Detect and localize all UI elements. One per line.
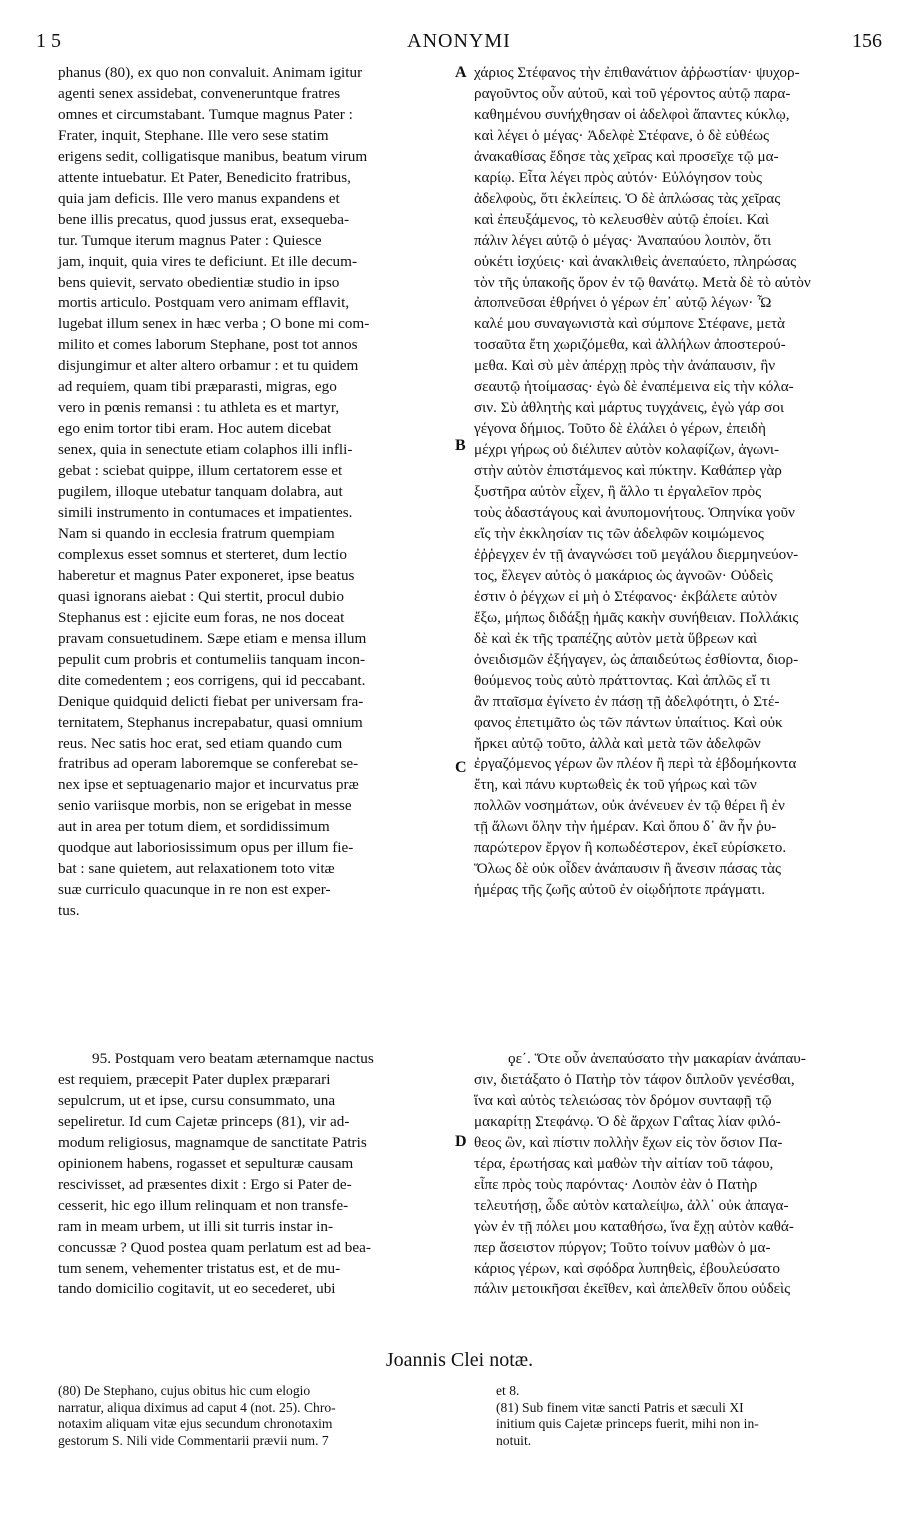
- footnote-80: [58, 1383, 450, 1449]
- latin-paragraph-94: phanus (80), ex quo non convaluit. Animam igitur agenti senex assidebat, conveneruntque fratres omnes et circumstabant. Tumque magnus Pater : Frater, inquit, Stephane. Ille vero sese statim erigens sedit, colligatisque manibus, beatum virum attente intuebatur. Et Pater, Benedicito fratribus, quia jam deficis. Ille vero manus expandens et bene illis precatus, quod jussus erat, exsequeba- tur. Tumque iterum magnus Pater : Quiesce jam, inquit, quia vires te deficiunt. Et ille decum- bens quievit, servato obedientiæ studio in ipso mortis articulo. Postquam vero animam efflavit, lugebat illum senex in hæc verba ; O bone mi com- milito et comes laborum Stephane, post tot annos disjungimur et alter altero orbamur : et tu quidem ad requiem, quam tibi præparasti, migras, ego vero in pœnis remansi : tu athleta es et martyr, ego enim tortor tibi eram. Hoc autem dicebat senex, quia in senectute etiam colaphos illi infli- gebat : sciebat quippe, illum certatorem esse et pugilem, illoque utebatur tanquam dolabra, aut simili instrumento in contumaces et impatientes. Nam si quando in ecclesia fratrum quempiam complexus esset somnus et sterteret, dum lectio haberetur et magnus Pater exponeret, ipse beatus quasi ignorans aiebat : Qui stertit, procul dubio Stephanus est : ejicite eum foras, ne nos doceat pravam consuetudinem. Sæpe etiam e mensa illum pepulit cum probris et contumeliis tanquam incon- dite comedentem ; eos corrigens, qui id peccabant. Denique quidquid delicti fiebat per universam fra- ternitatem, Stephanus increpabatur, quasi omnium reus. Nec satis hoc erat, sed etiam quando cum fratribus ad operam laboremque se conferebat se- nex ipse et septuagenario major et incurvatus præ senio variisque morbis, non se erigebat in messe aut in area per totum diem, et sordidissimum quodque aut laboriosissimum opus per illum fie- bat : sane quietem, aut relaxationem toto vitæ suæ curriculo quacunque in re non est exper- tus.: [58, 64, 370, 920]
- running-header: [36, 30, 882, 60]
- margin-letter-c: C: [455, 759, 467, 776]
- column-number-left: 1 5: [36, 30, 61, 52]
- greek-column-bottom: [474, 1049, 882, 1300]
- latin-column-bottom: [58, 1049, 450, 1300]
- running-title: ΑΝΟΝΥΜΙ: [407, 30, 511, 52]
- greek-paragraph-94: χάριος Στέφανος τὴν ἐπιθανάτιον ἀῤῥωστίαν· ψυχορ- ραγοῦντος οὖν αὐτοῦ, καὶ τοῦ γέροντος αὐτῷ παρα- καθημένου συνήχθησαν οἱ ἀδελφοὶ ἅπαντες κύκλῳ, καὶ λέγει ὁ μέγας· Ἀδελφὲ Στέφανε, ὁ δὲ εὐθέως ἀνακαθίσας ἔδησε τὰς χεῖρας καὶ προσεῖχε τῷ μα- καρίῳ. Εἶτα λέγει πρὸς αὐτόν· Εὐλόγησον τοὺς ἀδελφοὺς, ὅτι ἐκλείπεις. Ὁ δὲ ἁπλώσας τὰς χεῖρας καὶ ἐπευξάμενος, τὸ κελευσθὲν αὐτῷ ἐποίει. Καὶ πάλιν λέγει αὐτῷ ὁ μέγας· Ἀναπαύου λοιπὸν, ὅτι οὐκέτι ἰσχύεις· καὶ ἀνακλιθεὶς ἀνεπαύετο, πληρώσας τὸν τῆς ὑπακοῆς ὅρον ἐν τῷ θανάτῳ. Μετὰ δὲ τὸ αὐτὸν ἀποπνεῦσαι ἐθρήνει ὁ γέρων ἐπ᾽ αὐτῷ λέγων· Ὦ καλέ μου συναγωνιστὰ καὶ σύμπονε Στέφανε, μετὰ τοσαῦτα ἔτη χωριζόμεθα, καὶ ἀλλήλων ἀποστερού- μεθα. Καὶ σὺ μὲν ἀπέρχῃ πρὸς τὴν ἀνάπαυσιν, ἣν σεαυτῷ ἡτοίμασας· ἐγὼ δὲ ἐναπέμεινα εἰς τὴν κόλα- σιν. Σὺ ἀθλητὴς καὶ μάρτυς τυγχάνεις, ἐγὼ γάρ σοι γέγονα δήμιος. Τοῦτο δὲ ἐλάλει ὁ γέρων, ἐπειδὴ μέχρι γήρως οὐ διέλιπεν αὐτὸν κολαφίζων, ἀγωνι- στὴν αὐτὸν ἐπιστάμενος καὶ πύκτην. Καθάπερ γὰρ ξυστῆρα αὐτὸν εἶχεν, ἢ ἄλλο τι ἐργαλεῖον πρὸς τοὺς ἀδαστάγους καὶ ἀνυπομονήτους. Ὁπηνίκα γοῦν εἴς τὴν ἐκκλησίαν τις τῶν ἀδελφῶν κοιμώμενος ἐῤῥεγχεν ἐν τῇ ἀναγνώσει τοῦ μεγάλου διερμηνεύον- τος, ἔλεγεν αὐτὸς ὁ μακάριος ὡς ἀγνοῶν· Οὐδεὶς ἐστιν ὁ ῥέγχων εἰ μὴ ὁ Στέφανος· ἐκβάλετε αὐτὸν ἔξω, μήπως διδάξῃ ἡμᾶς κακὴν συνήθειαν. Πολλάκις δὲ καὶ ἐκ τῆς τραπέζης αὐτὸν μετὰ ὕβρεων καὶ ὀνειδισμῶν ἐξήγαγεν, ὡς ἀπαιδεύτως ἐσθίοντα, διορ- θούμενος τοὺς αὐτὸ πράττοντας. Καὶ ἁπλῶς εἴ τι ἂν πταῖσμα ἐγίνετο ἐν πάσῃ τῇ ἀδελφότητι, ὁ Στέ- φανος ἐπετιμᾶτο ὡς τῶν πάντων ὑπαίτιος. Καὶ οὐκ ἤρκει αὐτῷ τοῦτο, ἀλλὰ καὶ μετὰ τῶν ἀδελφῶν ἐργαζόμενος γέρων ὢν πλέον ἢ περὶ τὰ ἑβδομήκοντα ἔτη, καὶ πάνυ κυρτωθεὶς ἐκ τοῦ γήρως καὶ τῶν πολλῶν νοσημάτων, οὐκ ἀνένευεν ἐν τῷ θέρει ἢ ἐν τῇ ἅλωνι ὅλην τὴν ἡμέραν. Καὶ ὅπου δ᾽ ἂν ἦν ῥυ- παρώτερον ἔργον ἢ κοπωδέστερον, ἐκεῖ εὑρίσκετο. Ὅλως δὲ οὐκ οἶδεν ἀνάπαυσιν ἢ ἄνεσιν πάσας τὰς ἡμέρας τῆς ζωῆς αὐτοῦ ἐν οἱῳδήποτε πράγματι.: [474, 64, 811, 899]
- column-number-right: 156: [852, 30, 882, 52]
- footnote-81-text: et 8. (81) Sub finem vitæ sancti Patris et sæculi XI initium quis Cajetæ princeps fuerit, mihi non in- notuit.: [496, 1383, 759, 1448]
- latin-column-top: [58, 63, 450, 922]
- notes-heading: Joannis Clei notæ.: [385, 1349, 534, 1371]
- margin-letter-a: A: [455, 64, 467, 81]
- margin-letter-b: B: [455, 437, 466, 454]
- latin-paragraph-95: 95. Postquam vero beatam æternamque nactus est requiem, præcepit Pater duplex præparari sepulcrum, ut et ipse, cursu consummato, una sepeliretur. Id cum Cajetæ princeps (81), vir ad- modum religiosus, magnamque de sanctitate Patris opinionem habens, rogasset et sepulturæ causam rescivisset, ad præsentes dixit : Ergo si Pater de- cesserit, hic ego illum relinquam et non transfe- ram in meam urbem, ut illi sit turris instar in- concussæ ? Quod postea quam perlatum est ad bea- tum senem, vehementer tristatus est, et de mu- tando domicilio cogitavit, ut eo secederet, ubi: [58, 1050, 374, 1298]
- footnote-80-text: (80) De Stephano, cujus obitus hic cum elogio narratur, aliqua diximus ad caput 4 (not. 25). Chro- notaxim aliquam vitæ ejus secundum chronotaxim gestorum S. Nili vide Commentarii prævii num. 7: [58, 1383, 336, 1448]
- greek-paragraph-95: ϙε΄. Ὅτε οὖν ἀνεπαύσατο τὴν μακαρίαν ἀνάπαυ- σιν, διετάξατο ὁ Πατὴρ τὸν τάφον διπλοῦν γενέσθαι, ἵνα καὶ αὐτὸς τελειώσας τὸν δρόμον συνταφῇ τῷ μακαρίτῃ Στεφάνῳ. Ὁ δὲ ἄρχων Γαΐτας λίαν φιλό- θεος ὢν, καὶ πίστιν πολλὴν ἔχων εἰς τὸν ὅσιον Πα- τέρα, ἐρωτήσας καὶ μαθὼν τὴν αἰτίαν τοῦ τάφου, εἶπε πρὸς τοὺς παρόντας· Λοιπὸν ἐὰν ὁ Πατὴρ τελευτήσῃ, ὧδε αὐτὸν καταλείψω, ἀλλ᾽ οὐκ ἀπαγα- γὼν ἐν τῇ πόλει μου καταθήσω, ἵνα ἔχῃ αὐτὸν καθά- περ ἄσειστον πύργον; Τοῦτο τοίνυν μαθὼν ὁ μα- κάριος γέρων, καὶ σφόδρα λυπηθεὶς, ἐβουλεύσατο πάλιν μετοικῆσαι ἐκεῖθεν, καὶ ἀπελθεῖν ὅπου οὐδεὶς: [474, 1050, 806, 1298]
- margin-letter-d: D: [455, 1133, 467, 1150]
- footnote-81: [496, 1383, 882, 1449]
- greek-column-top: [474, 63, 882, 901]
